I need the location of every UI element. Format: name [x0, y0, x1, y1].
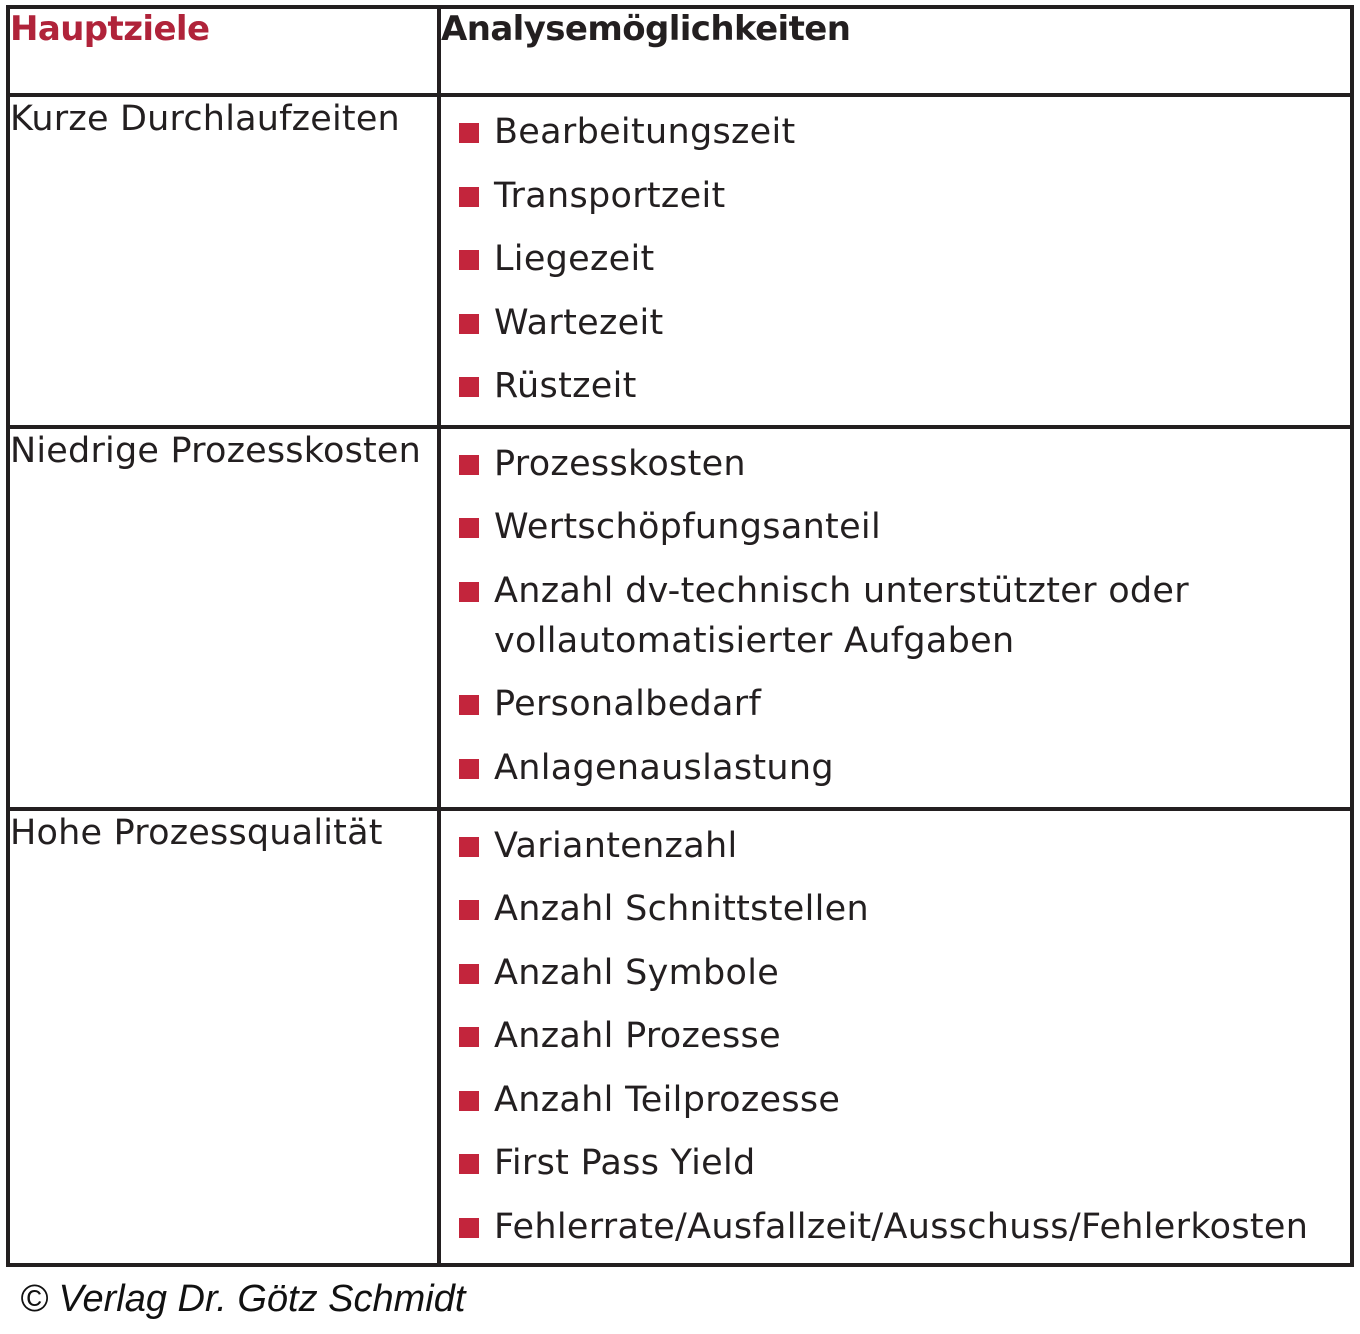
goals-table-frame: [6, 5, 1354, 1267]
list-item: Anzahl Prozesse: [459, 1011, 1350, 1061]
square-bullet-icon: [459, 377, 479, 397]
items-cell: [439, 427, 1350, 809]
copyright-notice: © Verlag Dr. Götz Schmidt: [20, 1278, 466, 1320]
list-item: First Pass Yield: [459, 1138, 1350, 1188]
list-item: Rüstzeit: [459, 361, 1350, 411]
list-item: Anlagenauslastung: [459, 743, 1350, 793]
square-bullet-icon: [459, 900, 479, 920]
square-bullet-icon: [459, 582, 479, 602]
square-bullet-icon: [459, 123, 479, 143]
list-item: Liegezeit: [459, 234, 1350, 284]
list-item: Anzahl Schnittstellen: [459, 884, 1350, 934]
table-row: [10, 809, 1350, 1266]
goal-cell: Hohe Prozessqualität: [10, 809, 439, 1266]
goals-table: [10, 9, 1350, 1265]
table-row: [10, 427, 1350, 809]
list-item: Bearbeitungszeit: [459, 107, 1350, 157]
list-item: Anzahl dv-technisch unterstützter oder vollautomatisierter Aufgaben: [459, 566, 1350, 666]
square-bullet-icon: [459, 250, 479, 270]
square-bullet-icon: [459, 695, 479, 715]
analysis-list: [441, 429, 1350, 793]
square-bullet-icon: [459, 187, 479, 207]
list-item: Transportzeit: [459, 171, 1350, 221]
goal-cell: Niedrige Prozesskosten: [10, 427, 439, 809]
list-item: Anzahl Teilprozesse: [459, 1075, 1350, 1125]
square-bullet-icon: [459, 455, 479, 475]
list-item: Fehlerrate/Ausfallzeit/Ausschuss/Fehlerkosten: [459, 1202, 1350, 1252]
square-bullet-icon: [459, 518, 479, 538]
list-item: Wertschöpfungsanteil: [459, 502, 1350, 552]
table-header-row: [10, 9, 1350, 95]
table-row: [10, 95, 1350, 427]
square-bullet-icon: [459, 1218, 479, 1238]
goal-cell: Kurze Durchlaufzeiten: [10, 95, 439, 427]
square-bullet-icon: [459, 314, 479, 334]
analysis-list: [441, 811, 1350, 1252]
list-item: Personalbedarf: [459, 679, 1350, 729]
square-bullet-icon: [459, 837, 479, 857]
items-cell: [439, 95, 1350, 427]
square-bullet-icon: [459, 759, 479, 779]
header-analysemoeglichkeiten: Analysemöglichkeiten: [439, 9, 1350, 95]
analysis-list: [441, 97, 1350, 411]
list-item: Anzahl Symbole: [459, 948, 1350, 998]
header-hauptziele: Hauptziele: [10, 9, 439, 95]
list-item: Wartezeit: [459, 298, 1350, 348]
items-cell: [439, 809, 1350, 1266]
square-bullet-icon: [459, 964, 479, 984]
list-item: Prozesskosten: [459, 439, 1350, 489]
square-bullet-icon: [459, 1027, 479, 1047]
list-item: Variantenzahl: [459, 821, 1350, 871]
square-bullet-icon: [459, 1154, 479, 1174]
square-bullet-icon: [459, 1091, 479, 1111]
